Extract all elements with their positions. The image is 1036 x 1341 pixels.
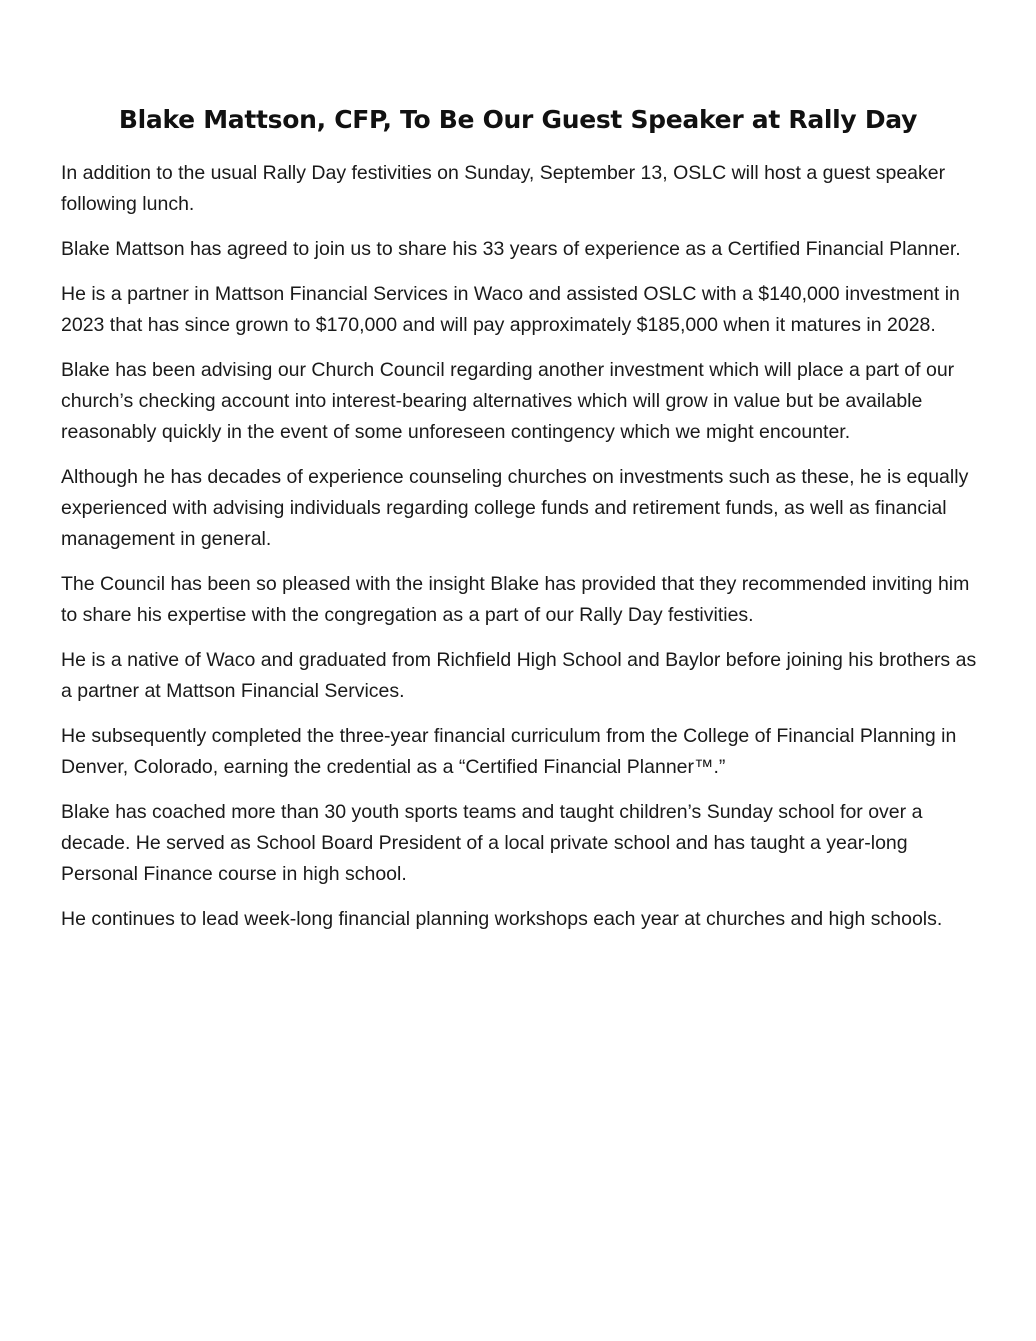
paragraph: He is a partner in Mattson Financial Services in Waco and assisted OSLC with a $140,000 investment in 2023 that has since grown to $170,000 and will pay approximately $185,000 when it matures in 2028. [61,283,960,336]
article-body [61,158,986,949]
paragraph: The Council has been so pleased with the insight Blake has provided that they recommended inviting him to share his expertise with the congregation as a part of our Rally Day festivities. [61,573,970,626]
paragraph: In addition to the usual Rally Day festivities on Sunday, September 13, OSLC will host a guest speaker following lunch. [61,162,946,215]
paragraph: He is a native of Waco and graduated from Richfield High School and Baylor before joining his brothers as a partner at Mattson Financial Services. [61,649,977,702]
paragraph: Blake has coached more than 30 youth sports teams and taught children’s Sunday school for over a decade. He served as School Board President of a local private school and has taught a year-long Personal Finance course in high school. [61,801,923,885]
paragraph: Blake has been advising our Church Council regarding another investment which will place a part of our church’s checking account into interest-bearing alternatives which will grow in value but be available reasonably quickly in the event of some unforeseen contingency which we might encounter. [61,359,955,443]
paragraph: He continues to lead week-long financial planning workshops each year at churches and high schools. [61,908,943,930]
page-title: Blake Mattson, CFP, To Be Our Guest Speaker at Rally Day [118,105,918,134]
paragraph: Blake Mattson has agreed to join us to share his 33 years of experience as a Certified Financial Planner. [61,238,961,260]
paragraph: Although he has decades of experience counseling churches on investments such as these, he is equally experienced with advising individuals regarding college funds and retirement funds, as well as financial management in general. [61,466,969,550]
paragraph: He subsequently completed the three-year financial curriculum from the College of Financial Planning in Denver, Colorado, earning the credential as a “Certified Financial Planner™.” [61,725,957,778]
